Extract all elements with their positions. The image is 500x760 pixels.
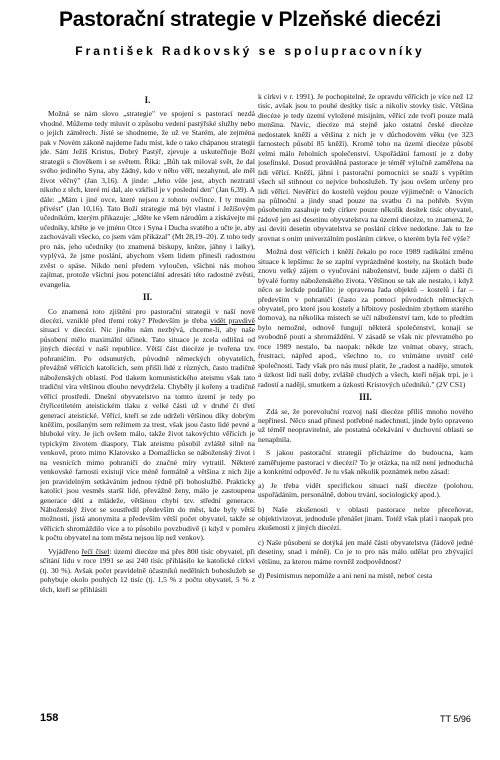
paragraph: Možná dost věřících i kněží čekalo po roce 1989 radikální změnu situace k lepšímu: že se zaplní vyprázdněné kostely, na školách bude znovu velký zájem o vyučování náboženství, bude zájem o další či bývalé formy náboženského života. Většinou se tak ale nestalo, i když něco se leckde podařilo: je opravena řada objektů – kostelů i far – především v pohraničí (často za pomoci původních německých obyvatel, pro které jsou kostely a hřbitovy posledním zbytkem starého domova), na několika místech se učí náboženství tam, kde to předtím bylo nemožné, odnově fungují některá společenství, konají se svobodně pouti a shromáždění. V zásadě se však nic převratného po roce 1989 nestalo, ba naopak: někde lze vnímat obavy, strach, frustraci, nápřed apod., všechno to, co vnímáme uvnitř celé společnosti. Tady však pro nás musí platit, že „radost a naděje, smutek a úzkost lidí naší doby, zvláště chudých a všech, kteří nějak trpí, je i radostí a nadějí, smutkem a úzkostí Kristových učedníků." (2V CS1) — [258, 247, 473, 389]
section-heading-1: I. — [144, 95, 151, 105]
section-heading-3: III. — [359, 392, 372, 403]
underlined-phrase: řečí čísel — [81, 546, 110, 556]
list-item: a) Je třeba vidět specifickou situaci naší diecéze (polohou, uspořádáním, personálně, dobou trvání, sociologický apod.). — [258, 480, 473, 500]
article-authors: František Radkovský se spolupracovníky — [75, 44, 425, 58]
page-number: 158 — [40, 712, 59, 724]
paragraph: Vyjádřeno řečí čísel: území diecéze má přes 800 tisíc obyvatel, při sčítání lidu v roce 1991 se asi 240 tisíc přihlásilo ke katolické církvi (tj. 30 %). Avšak počet pravidelně účastníků nedělních bohoslužeb se pohybuje okolo pouhých 12 tisíc (tj. 1,5 % z počtu obyvatel, 5 % z těch, kteří se přihlásili — [40, 546, 255, 594]
paragraph: Možná se nám slovo „strategie" ve spojení s pastorací nezdá vhodné. Můžeme tedy mluvit o způsobu vedení pastýřské služby nebo o jejích záměrech. Jisté se shodneme, že už ve Starém, ale zejména pak v Novém zákoně najdeme řadu míst, kde o tako chápanou strategii jde. Sám Ježíš Kristus, Dobrý Pastýř, zjevuje a uskutečňuje Boží strategii s člověkem i se světem. Říká: „Bůh tak miloval svět, že dal svého jediného Syna, aby žádný, kdo v něho věří, nezahynul, ale měl život věčný" (Jan 3,16). A jinde: „Jeho vůle jest, abych neztratil nikoho z těch, které mi dal, ale vzkřísil je v poslední den" (Jan 6,39). A dále: „Mám i jiné ovce, které nejsou z tohoto ovčince. I ty musím přivést" (Jan 10,16). Tato Boží strategie má být vlastní i Ježíšovým učedníkům, kterým přikazuje: „Jděte ke všem národům a získávejte mi učedníky, křtěte je ve jméno Otce i Syna i Ducha svatého a učte je, aby zachovávali všecko, co jsem vám přikázal" (Mt 28,19–20). Z toho tedy pro nás, jeho učedníky (to znamená biskupy, kněze, jáhny i laiky), vyplývá, že jsme poslání, abychom všem lidem přinesli radostnou zvěst o spáse. Nikdo není předem vyloučen, všichni nás mohou zajímat, protože všichni jsou potenciální adresáti této radostné zvěsti, evangelia. — [40, 109, 255, 289]
principles-list — [258, 481, 473, 581]
underlined-phrase: vidět pravdivě — [210, 315, 255, 325]
paragraph: k církvi v r. 1991). Je pochopitelné, že opravdu věřících je více než 12 tisíc, avšak jsou to pouhé desítky tisíc a nikoliv stovky tisíc. Většina diecéze je tedy území vyložené misijním, věřící zde tvoří pouze malá menšina. Navíc, diecéze má stejně jako ostatní české diecéze nedostatek kněží a většina z nich je v důchodovém věku (ve 323 farnostech působí 85 kněží). Kromě toho na území diecéze působí velmi málo řeholních společenství. Uspořádání farností je z doby josefínské. Dosud prováděná pastorace je téměř výlučně zaměřena na lidi věřící. Kněží, jáhni i pastorační pomocníci se snaží s vypětím všech sil stihnout co nejvíce bohoslužeb. Ty jsou ovšem určeny pro lidi věřící. Nevěřící do kostelů vejdou pouze výjimečně: o Vánocích na půlnoční a jindy snad pouze na svatbu či na pohřeb. Svým působením zasahuje tedy církev pouze několik desítek tisíc obyvatel, řádově jen asi desetinu obyvatelstva na území diecéze, to znamená, že asi devíti desetin obyvatelstva se poslání církve nedotkne. Jak to lze srovnat s oním univerzálním posláním církve, o kterém byla řeč výše? — [258, 92, 473, 243]
paragraph: S jakou pastorační strategií přicházíme do budoucna, kam zaměřujeme pastoraci v diecézi? To je otázka, na níž není jednoduchá a konkrétní odpověď. Je tu však několik poznámek nebo zásad: — [258, 448, 473, 477]
article-title: Pastorační strategie v Plzeňské diecézi — [58, 8, 442, 31]
right-column — [258, 92, 473, 692]
section-heading-2: II. — [142, 292, 153, 303]
left-column — [40, 92, 255, 692]
list-item: c) Naše působení se dotýká jen malé části obyvatelstva (řádově jedné desetiny, snad i méně). Co je to pro nás málo udělat pro zbývající většinu, za kterou máme rovněž zodpovědnost? — [258, 537, 473, 566]
journal-issue: TT 5/96 — [440, 714, 471, 724]
paragraph: Co znamená toto zjištění pro pastorační strategii v naší nově diecézi, vzniklé před třemi roky? Především je třeba vidět pravdivě situaci v diecézi. Nic jiného nám nezbývá, chceme-li, aby naše působení mělo maximální účinek. Tato situace je zcela odlišná od jiných diecézí v naší republice. Větší část diecéze je tvořena tzv. pohraničím. Po odsunutých, původně německých obyvatelích, převážně věřících katolících, sem přišli lidé z různých, často tradičně náboženských oblastí. Pod tlakem komunistického ateismu však tato tradiční víra většinou dlouho nevydržela. Chyběly jí kořeny a tradičně věřící prostředí. Dnešní obyvatelstvo na tomto území je tedy po čtyřicetiletém ateistickém tlaku z velké části už v druhé či třetí generaci ateistické. Věřící, kteří se zde udrželi většinou díky dobrým kněžím, posílaným sem režimem za trest, však jsou často lidé pevné a hluboké víry. Je jich ovšem málo, takže život takovýchto věřících je typickým životem diaspory. Tlak ateismu působil zvláště silně na venkově, proto mimo Klatovsko a Domažlicko se náboženský život i na vesnicích mimo pohraničí do značné míry vytratil. Některé venkovské farnosti existují více méně formálně a většina z nich žije jen pravidelným setkáváním jednou týdně při bohoslužbě. Prakticky katolíci jsou vesměs starší lidé, převážně ženy, málo je zastoupena generace dětí a mládeže, většinou chybí tzv. střední generace. Náboženský život se soustředil především do měst, kde byly větší možnosti, jistá anonymita a především větší počet obyvatel, takže se věřících shromáždilo více a to působilo povzbudivě (i když v poměru k počtu obyvatel na tom města nejsou líp než venkov). — [40, 306, 255, 543]
list-item: d) Pesimismus nepomůže a ani není na místě, neboť cesta — [258, 571, 433, 581]
list-item: b) Naše zkušenosti v oblasti pastorace nelze přeceňovat, objektivizovat, jednoduše přenášet jinam. Totéž však platí i naopak pro zkušenosti z jiných diecézí. — [258, 504, 473, 533]
paragraph: Zdá se, že porevoluční rozvoj naší diecéze příliš mnoho nového nepřinesl. Něco snad přinesl potřebné nadechnutí, jinde bylo opraveno už téměř neopravitelné, ale postatná očekávání v duchovní oblasti se nenaplnila. — [258, 406, 473, 444]
